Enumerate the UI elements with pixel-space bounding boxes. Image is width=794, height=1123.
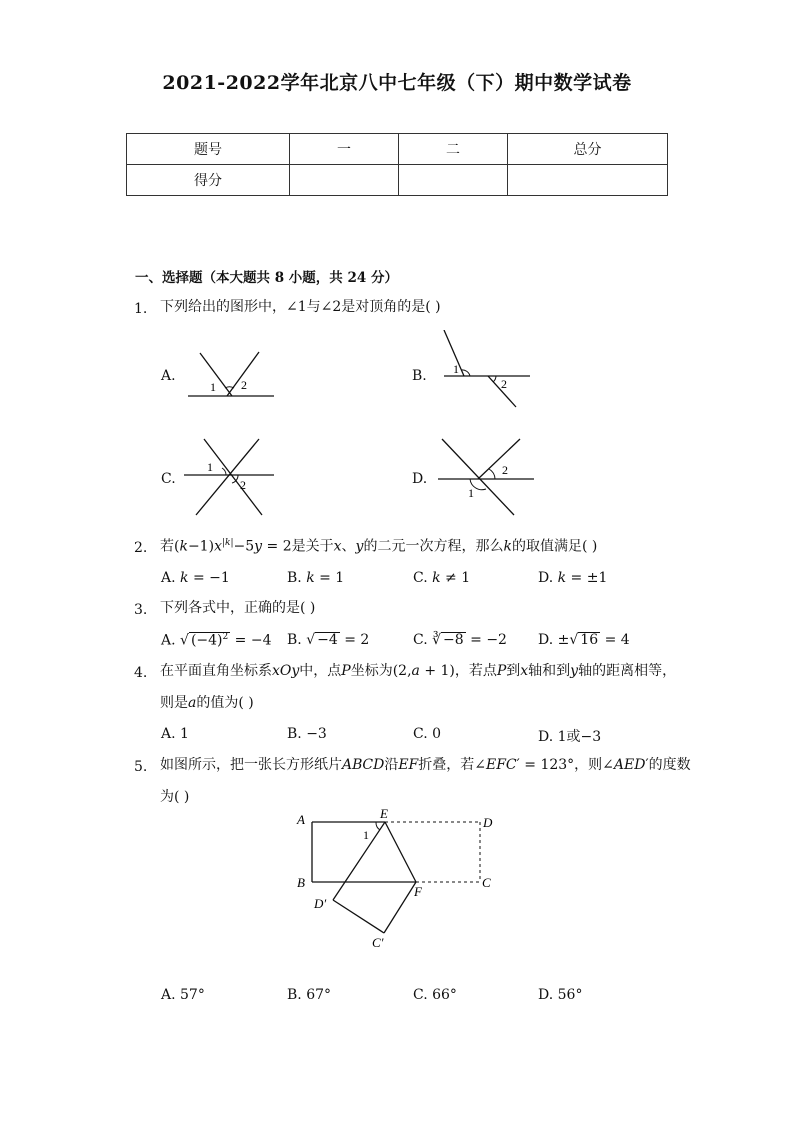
- question-text: 在平面直角坐标系𝑥𝑂𝑦中，点𝑃坐标为(2,𝑎 + 1)，若点𝑃到𝑥轴和到𝑦轴的距离相等，: [160, 663, 677, 679]
- table-cell: 得分: [127, 165, 290, 196]
- option-a: A. 𝑘 = −1: [161, 570, 230, 586]
- option-c: C. 𝑘 ≠ 1: [413, 570, 471, 586]
- question-number: 4.: [134, 665, 148, 681]
- figure-q1-a: [182, 348, 282, 403]
- option-label-d: D.: [412, 471, 428, 487]
- question-text: 下列各式中，正确的是( ): [160, 600, 316, 616]
- option-c: C. 66°: [413, 987, 457, 1003]
- figure-label: B: [297, 875, 305, 890]
- option-a: A. 1: [161, 726, 189, 742]
- figure-label: D: [483, 815, 493, 830]
- figure-label: F: [414, 884, 422, 899]
- score-table: [126, 133, 668, 196]
- option-a: A. 57°: [161, 987, 205, 1003]
- option-b: B. −3: [287, 726, 327, 742]
- figure-label: 1: [363, 828, 369, 842]
- figure-label: 2: [240, 478, 246, 492]
- table-cell: [290, 165, 399, 196]
- figure-label: 2: [502, 463, 508, 477]
- figure-label: 2: [241, 378, 247, 392]
- question-text: 若$(k-1)x^{|k|}-5y = 2$是关于x、y的二元一次方程，那么k的取值满足( ): [160, 538, 598, 555]
- figure-label: E: [380, 806, 388, 821]
- table-header-cell: 一: [290, 134, 399, 165]
- table-row: [127, 165, 668, 196]
- page-title: 2021-2022学年北京八中七年级（下）期中数学试卷: [162, 72, 632, 94]
- figure-label: 1: [210, 380, 216, 394]
- option-c: C. ∛ −8 = −2: [413, 632, 507, 648]
- table-header-cell: 总分: [508, 134, 668, 165]
- figure-q5-fold: [292, 806, 502, 956]
- option-b: B. √ −4 = 2: [287, 632, 370, 648]
- figure-label: C: [482, 875, 491, 890]
- question-text-cont: 则是𝑎的值为( ): [160, 695, 254, 711]
- figure-label: 1: [468, 486, 474, 500]
- option-label-c: C.: [161, 471, 176, 487]
- figure-label: 1: [207, 460, 213, 474]
- figure-q1-c: [182, 437, 282, 519]
- figure-label: 1: [453, 362, 459, 376]
- figure-label: D′: [314, 896, 327, 911]
- question-number: 3.: [134, 602, 148, 618]
- figure-q1-d: [434, 437, 536, 519]
- figure-label: 2: [501, 377, 507, 391]
- table-header-cell: 二: [399, 134, 508, 165]
- table-header-cell: 题号: [127, 134, 290, 165]
- question-number: 1.: [134, 301, 148, 317]
- question-number: 2.: [134, 540, 148, 556]
- option-d: D. 1或−3: [538, 729, 602, 745]
- table-row: [127, 134, 668, 165]
- option-label-a: A.: [161, 368, 176, 384]
- table-cell: [399, 165, 508, 196]
- figure-label: C′: [372, 935, 384, 950]
- figure-label: A: [297, 812, 305, 827]
- option-label-b: B.: [412, 368, 427, 384]
- option-b: B. 67°: [287, 987, 332, 1003]
- section-heading: 一、选择题（本大题共 8 小题，共 24 分）: [135, 270, 398, 286]
- option-d: D. 56°: [538, 987, 583, 1003]
- question-text: 下列给出的图形中，∠1与∠2是对顶角的是( ): [160, 299, 441, 315]
- option-d: D. 𝑘 = ±1: [538, 570, 608, 586]
- option-d: D. ±√ 16 = 4: [538, 632, 630, 648]
- question-text: 如图所示，把一张长方形纸片𝐴𝐵𝐶𝐷沿𝐸𝐹折叠，若∠𝐸𝐹𝐶′ = 123°，则∠𝐴𝐸𝐷′的度数: [160, 757, 691, 773]
- figure-q1-b: [434, 330, 534, 410]
- option-a: A. √ $(-4)^2 = -4$: [161, 632, 272, 649]
- question-number: 5.: [134, 759, 148, 775]
- option-b: B. 𝑘 = 1: [287, 570, 345, 586]
- option-c: C. 0: [413, 726, 442, 742]
- table-cell: [508, 165, 668, 196]
- question-text-cont: 为( ): [160, 789, 190, 805]
